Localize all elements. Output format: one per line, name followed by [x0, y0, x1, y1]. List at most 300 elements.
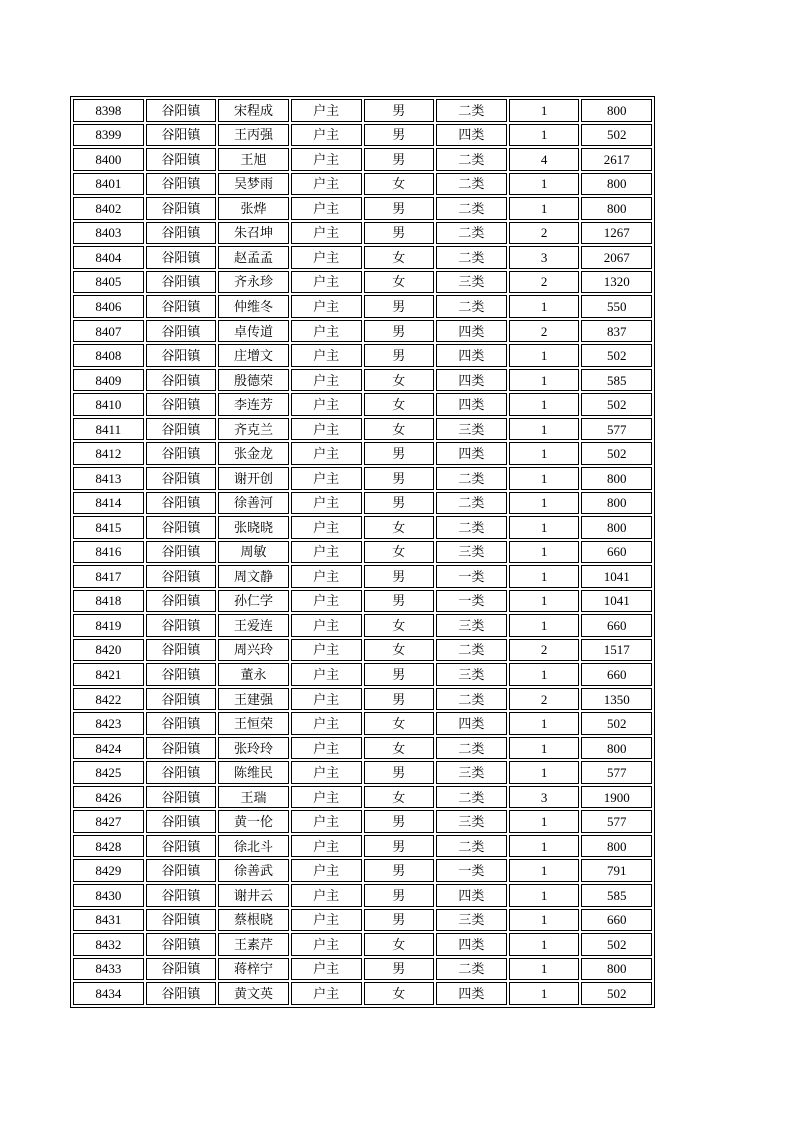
cell-category: 四类	[436, 982, 507, 1005]
cell-town: 谷阳镇	[146, 99, 217, 122]
table-row	[73, 737, 652, 760]
cell-person-count: 2	[509, 222, 580, 245]
cell-person-count: 1	[509, 99, 580, 122]
cell-person-count: 1	[509, 835, 580, 858]
cell-category: 二类	[436, 222, 507, 245]
cell-serial-number: 8421	[73, 663, 144, 686]
cell-household-role: 户主	[291, 295, 362, 318]
cell-household-role: 户主	[291, 467, 362, 490]
cell-category: 四类	[436, 442, 507, 465]
cell-category: 二类	[436, 148, 507, 171]
cell-name: 王丙强	[218, 124, 289, 147]
cell-person-count: 1	[509, 442, 580, 465]
cell-town: 谷阳镇	[146, 369, 217, 392]
cell-household-role: 户主	[291, 222, 362, 245]
cell-serial-number: 8419	[73, 614, 144, 637]
cell-person-count: 1	[509, 369, 580, 392]
cell-town: 谷阳镇	[146, 467, 217, 490]
cell-town: 谷阳镇	[146, 688, 217, 711]
cell-name: 王建强	[218, 688, 289, 711]
cell-category: 四类	[436, 369, 507, 392]
cell-household-role: 户主	[291, 786, 362, 809]
cell-person-count: 1	[509, 197, 580, 220]
table-row	[73, 467, 652, 490]
cell-category: 三类	[436, 810, 507, 833]
cell-category: 四类	[436, 124, 507, 147]
cell-person-count: 2	[509, 688, 580, 711]
cell-amount: 800	[581, 958, 652, 981]
cell-gender: 男	[364, 884, 435, 907]
cell-gender: 男	[364, 688, 435, 711]
cell-person-count: 1	[509, 467, 580, 490]
cell-gender: 男	[364, 590, 435, 613]
cell-amount: 1320	[581, 271, 652, 294]
cell-person-count: 1	[509, 541, 580, 564]
cell-person-count: 1	[509, 295, 580, 318]
cell-name: 齐永珍	[218, 271, 289, 294]
cell-serial-number: 8407	[73, 320, 144, 343]
table-row	[73, 222, 652, 245]
cell-household-role: 户主	[291, 639, 362, 662]
table-row	[73, 810, 652, 833]
cell-town: 谷阳镇	[146, 590, 217, 613]
cell-gender: 女	[364, 614, 435, 637]
cell-name: 徐北斗	[218, 835, 289, 858]
cell-name: 王素芹	[218, 933, 289, 956]
cell-gender: 男	[364, 442, 435, 465]
cell-amount: 502	[581, 344, 652, 367]
cell-gender: 女	[364, 246, 435, 269]
cell-serial-number: 8414	[73, 492, 144, 515]
cell-town: 谷阳镇	[146, 442, 217, 465]
cell-name: 谢开创	[218, 467, 289, 490]
cell-amount: 800	[581, 516, 652, 539]
cell-serial-number: 8424	[73, 737, 144, 760]
cell-person-count: 1	[509, 492, 580, 515]
cell-serial-number: 8403	[73, 222, 144, 245]
cell-name: 蒋梓宁	[218, 958, 289, 981]
cell-household-role: 户主	[291, 393, 362, 416]
cell-serial-number: 8423	[73, 712, 144, 735]
cell-amount: 502	[581, 982, 652, 1005]
cell-serial-number: 8416	[73, 541, 144, 564]
cell-amount: 1041	[581, 565, 652, 588]
cell-name: 王恒荣	[218, 712, 289, 735]
cell-amount: 660	[581, 663, 652, 686]
cell-amount: 502	[581, 442, 652, 465]
cell-category: 二类	[436, 246, 507, 269]
cell-household-role: 户主	[291, 99, 362, 122]
cell-household-role: 户主	[291, 982, 362, 1005]
table-row	[73, 271, 652, 294]
cell-category: 二类	[436, 958, 507, 981]
cell-amount: 800	[581, 173, 652, 196]
cell-person-count: 2	[509, 639, 580, 662]
cell-name: 赵孟孟	[218, 246, 289, 269]
cell-household-role: 户主	[291, 884, 362, 907]
table-body	[73, 99, 652, 1005]
cell-household-role: 户主	[291, 418, 362, 441]
cell-category: 三类	[436, 418, 507, 441]
cell-gender: 男	[364, 197, 435, 220]
cell-town: 谷阳镇	[146, 614, 217, 637]
cell-category: 二类	[436, 492, 507, 515]
table-row	[73, 982, 652, 1005]
cell-town: 谷阳镇	[146, 761, 217, 784]
cell-person-count: 1	[509, 124, 580, 147]
cell-town: 谷阳镇	[146, 344, 217, 367]
cell-gender: 女	[364, 541, 435, 564]
cell-town: 谷阳镇	[146, 222, 217, 245]
cell-category: 一类	[436, 590, 507, 613]
cell-category: 二类	[436, 835, 507, 858]
cell-person-count: 1	[509, 344, 580, 367]
cell-town: 谷阳镇	[146, 246, 217, 269]
cell-town: 谷阳镇	[146, 565, 217, 588]
table-row	[73, 786, 652, 809]
cell-gender: 男	[364, 492, 435, 515]
cell-category: 二类	[436, 688, 507, 711]
cell-amount: 577	[581, 761, 652, 784]
cell-serial-number: 8427	[73, 810, 144, 833]
cell-name: 仲维冬	[218, 295, 289, 318]
cell-name: 谢井云	[218, 884, 289, 907]
cell-name: 卓传道	[218, 320, 289, 343]
cell-town: 谷阳镇	[146, 124, 217, 147]
cell-amount: 660	[581, 541, 652, 564]
cell-category: 三类	[436, 663, 507, 686]
cell-category: 四类	[436, 712, 507, 735]
cell-gender: 女	[364, 982, 435, 1005]
cell-person-count: 4	[509, 148, 580, 171]
cell-serial-number: 8405	[73, 271, 144, 294]
cell-amount: 1900	[581, 786, 652, 809]
cell-name: 陈维民	[218, 761, 289, 784]
cell-serial-number: 8425	[73, 761, 144, 784]
cell-person-count: 1	[509, 590, 580, 613]
cell-amount: 502	[581, 933, 652, 956]
cell-amount: 800	[581, 99, 652, 122]
cell-town: 谷阳镇	[146, 909, 217, 932]
cell-amount: 550	[581, 295, 652, 318]
cell-gender: 男	[364, 859, 435, 882]
cell-amount: 800	[581, 835, 652, 858]
cell-category: 四类	[436, 393, 507, 416]
cell-household-role: 户主	[291, 614, 362, 637]
table-row	[73, 173, 652, 196]
cell-person-count: 1	[509, 516, 580, 539]
cell-name: 吴梦雨	[218, 173, 289, 196]
cell-gender: 男	[364, 148, 435, 171]
cell-category: 四类	[436, 933, 507, 956]
cell-gender: 男	[364, 909, 435, 932]
table-row	[73, 688, 652, 711]
cell-category: 三类	[436, 614, 507, 637]
cell-town: 谷阳镇	[146, 663, 217, 686]
table-row	[73, 442, 652, 465]
cell-person-count: 1	[509, 958, 580, 981]
cell-serial-number: 8398	[73, 99, 144, 122]
cell-person-count: 1	[509, 859, 580, 882]
table-row	[73, 148, 652, 171]
cell-serial-number: 8417	[73, 565, 144, 588]
cell-person-count: 1	[509, 565, 580, 588]
cell-gender: 男	[364, 467, 435, 490]
cell-amount: 585	[581, 369, 652, 392]
cell-household-role: 户主	[291, 320, 362, 343]
cell-town: 谷阳镇	[146, 786, 217, 809]
cell-household-role: 户主	[291, 173, 362, 196]
cell-person-count: 1	[509, 909, 580, 932]
cell-gender: 男	[364, 124, 435, 147]
table-row	[73, 590, 652, 613]
cell-town: 谷阳镇	[146, 516, 217, 539]
cell-gender: 女	[364, 418, 435, 441]
cell-category: 二类	[436, 467, 507, 490]
cell-serial-number: 8399	[73, 124, 144, 147]
cell-serial-number: 8410	[73, 393, 144, 416]
cell-gender: 男	[364, 810, 435, 833]
cell-household-role: 户主	[291, 344, 362, 367]
cell-name: 周敏	[218, 541, 289, 564]
cell-amount: 577	[581, 418, 652, 441]
table-row	[73, 958, 652, 981]
cell-category: 一类	[436, 565, 507, 588]
table-row	[73, 663, 652, 686]
cell-gender: 男	[364, 344, 435, 367]
cell-amount: 800	[581, 197, 652, 220]
cell-category: 二类	[436, 639, 507, 662]
cell-amount: 502	[581, 124, 652, 147]
cell-person-count: 3	[509, 786, 580, 809]
table-row	[73, 712, 652, 735]
cell-gender: 男	[364, 761, 435, 784]
cell-household-role: 户主	[291, 197, 362, 220]
cell-name: 董永	[218, 663, 289, 686]
household-subsidy-table	[70, 96, 655, 1008]
table-row	[73, 541, 652, 564]
cell-gender: 女	[364, 393, 435, 416]
cell-town: 谷阳镇	[146, 418, 217, 441]
cell-amount: 800	[581, 492, 652, 515]
cell-gender: 男	[364, 835, 435, 858]
cell-category: 四类	[436, 344, 507, 367]
cell-household-role: 户主	[291, 663, 362, 686]
cell-category: 三类	[436, 909, 507, 932]
cell-amount: 585	[581, 884, 652, 907]
cell-serial-number: 8428	[73, 835, 144, 858]
table-row	[73, 344, 652, 367]
cell-gender: 女	[364, 369, 435, 392]
cell-gender: 女	[364, 737, 435, 760]
cell-household-role: 户主	[291, 541, 362, 564]
cell-household-role: 户主	[291, 712, 362, 735]
cell-gender: 男	[364, 565, 435, 588]
cell-person-count: 1	[509, 663, 580, 686]
cell-name: 徐善武	[218, 859, 289, 882]
table-row	[73, 909, 652, 932]
table-row	[73, 933, 652, 956]
cell-gender: 女	[364, 271, 435, 294]
cell-amount: 660	[581, 614, 652, 637]
cell-serial-number: 8433	[73, 958, 144, 981]
cell-gender: 女	[364, 786, 435, 809]
cell-serial-number: 8406	[73, 295, 144, 318]
cell-serial-number: 8411	[73, 418, 144, 441]
cell-category: 一类	[436, 859, 507, 882]
cell-household-role: 户主	[291, 271, 362, 294]
cell-person-count: 1	[509, 761, 580, 784]
cell-town: 谷阳镇	[146, 639, 217, 662]
table-row	[73, 516, 652, 539]
cell-person-count: 1	[509, 810, 580, 833]
cell-town: 谷阳镇	[146, 173, 217, 196]
table-row	[73, 565, 652, 588]
cell-category: 二类	[436, 197, 507, 220]
cell-person-count: 1	[509, 393, 580, 416]
cell-town: 谷阳镇	[146, 737, 217, 760]
table-row	[73, 246, 652, 269]
cell-amount: 2617	[581, 148, 652, 171]
table-row	[73, 884, 652, 907]
cell-serial-number: 8400	[73, 148, 144, 171]
table-row	[73, 835, 652, 858]
cell-name: 庄增文	[218, 344, 289, 367]
cell-category: 四类	[436, 884, 507, 907]
table-row	[73, 492, 652, 515]
cell-household-role: 户主	[291, 737, 362, 760]
cell-name: 蔡根晓	[218, 909, 289, 932]
cell-name: 周文静	[218, 565, 289, 588]
cell-town: 谷阳镇	[146, 884, 217, 907]
cell-person-count: 1	[509, 884, 580, 907]
cell-name: 殷德荣	[218, 369, 289, 392]
cell-person-count: 3	[509, 246, 580, 269]
cell-name: 周兴玲	[218, 639, 289, 662]
table-row	[73, 859, 652, 882]
cell-household-role: 户主	[291, 124, 362, 147]
cell-household-role: 户主	[291, 565, 362, 588]
cell-serial-number: 8402	[73, 197, 144, 220]
cell-gender: 男	[364, 663, 435, 686]
cell-household-role: 户主	[291, 810, 362, 833]
cell-serial-number: 8429	[73, 859, 144, 882]
cell-amount: 800	[581, 467, 652, 490]
cell-category: 二类	[436, 737, 507, 760]
cell-name: 黄文英	[218, 982, 289, 1005]
table-row	[73, 761, 652, 784]
cell-person-count: 2	[509, 320, 580, 343]
cell-amount: 1267	[581, 222, 652, 245]
cell-person-count: 1	[509, 982, 580, 1005]
cell-household-role: 户主	[291, 590, 362, 613]
cell-name: 王旭	[218, 148, 289, 171]
cell-gender: 女	[364, 639, 435, 662]
cell-serial-number: 8401	[73, 173, 144, 196]
cell-household-role: 户主	[291, 492, 362, 515]
cell-gender: 男	[364, 958, 435, 981]
cell-category: 二类	[436, 173, 507, 196]
cell-gender: 女	[364, 516, 435, 539]
cell-town: 谷阳镇	[146, 712, 217, 735]
cell-name: 朱召坤	[218, 222, 289, 245]
cell-household-role: 户主	[291, 148, 362, 171]
cell-gender: 男	[364, 295, 435, 318]
cell-serial-number: 8418	[73, 590, 144, 613]
cell-household-role: 户主	[291, 688, 362, 711]
cell-town: 谷阳镇	[146, 810, 217, 833]
cell-category: 三类	[436, 761, 507, 784]
cell-category: 二类	[436, 516, 507, 539]
cell-serial-number: 8432	[73, 933, 144, 956]
table-row	[73, 393, 652, 416]
cell-serial-number: 8413	[73, 467, 144, 490]
cell-name: 宋程成	[218, 99, 289, 122]
cell-name: 王爱连	[218, 614, 289, 637]
table-row	[73, 124, 652, 147]
cell-amount: 791	[581, 859, 652, 882]
cell-amount: 2067	[581, 246, 652, 269]
cell-category: 三类	[436, 271, 507, 294]
table-row	[73, 639, 652, 662]
table-row	[73, 320, 652, 343]
cell-serial-number: 8422	[73, 688, 144, 711]
cell-name: 张玲玲	[218, 737, 289, 760]
cell-gender: 女	[364, 712, 435, 735]
cell-household-role: 户主	[291, 859, 362, 882]
cell-serial-number: 8426	[73, 786, 144, 809]
cell-serial-number: 8408	[73, 344, 144, 367]
cell-person-count: 2	[509, 271, 580, 294]
cell-name: 黄一伦	[218, 810, 289, 833]
cell-town: 谷阳镇	[146, 320, 217, 343]
cell-town: 谷阳镇	[146, 835, 217, 858]
cell-amount: 660	[581, 909, 652, 932]
cell-person-count: 1	[509, 614, 580, 637]
cell-amount: 502	[581, 393, 652, 416]
cell-category: 四类	[436, 320, 507, 343]
cell-town: 谷阳镇	[146, 197, 217, 220]
cell-household-role: 户主	[291, 516, 362, 539]
table-row	[73, 295, 652, 318]
cell-amount: 577	[581, 810, 652, 833]
cell-amount: 502	[581, 712, 652, 735]
cell-gender: 女	[364, 173, 435, 196]
cell-serial-number: 8415	[73, 516, 144, 539]
cell-town: 谷阳镇	[146, 148, 217, 171]
cell-household-role: 户主	[291, 835, 362, 858]
cell-name: 王瑞	[218, 786, 289, 809]
cell-gender: 女	[364, 933, 435, 956]
cell-town: 谷阳镇	[146, 393, 217, 416]
cell-town: 谷阳镇	[146, 541, 217, 564]
cell-amount: 1517	[581, 639, 652, 662]
cell-amount: 1041	[581, 590, 652, 613]
cell-town: 谷阳镇	[146, 859, 217, 882]
cell-amount: 800	[581, 737, 652, 760]
cell-category: 二类	[436, 99, 507, 122]
cell-household-role: 户主	[291, 933, 362, 956]
cell-household-role: 户主	[291, 761, 362, 784]
cell-amount: 837	[581, 320, 652, 343]
table-row	[73, 197, 652, 220]
cell-town: 谷阳镇	[146, 271, 217, 294]
cell-serial-number: 8404	[73, 246, 144, 269]
cell-category: 三类	[436, 541, 507, 564]
cell-town: 谷阳镇	[146, 982, 217, 1005]
table-row	[73, 614, 652, 637]
cell-name: 徐善河	[218, 492, 289, 515]
